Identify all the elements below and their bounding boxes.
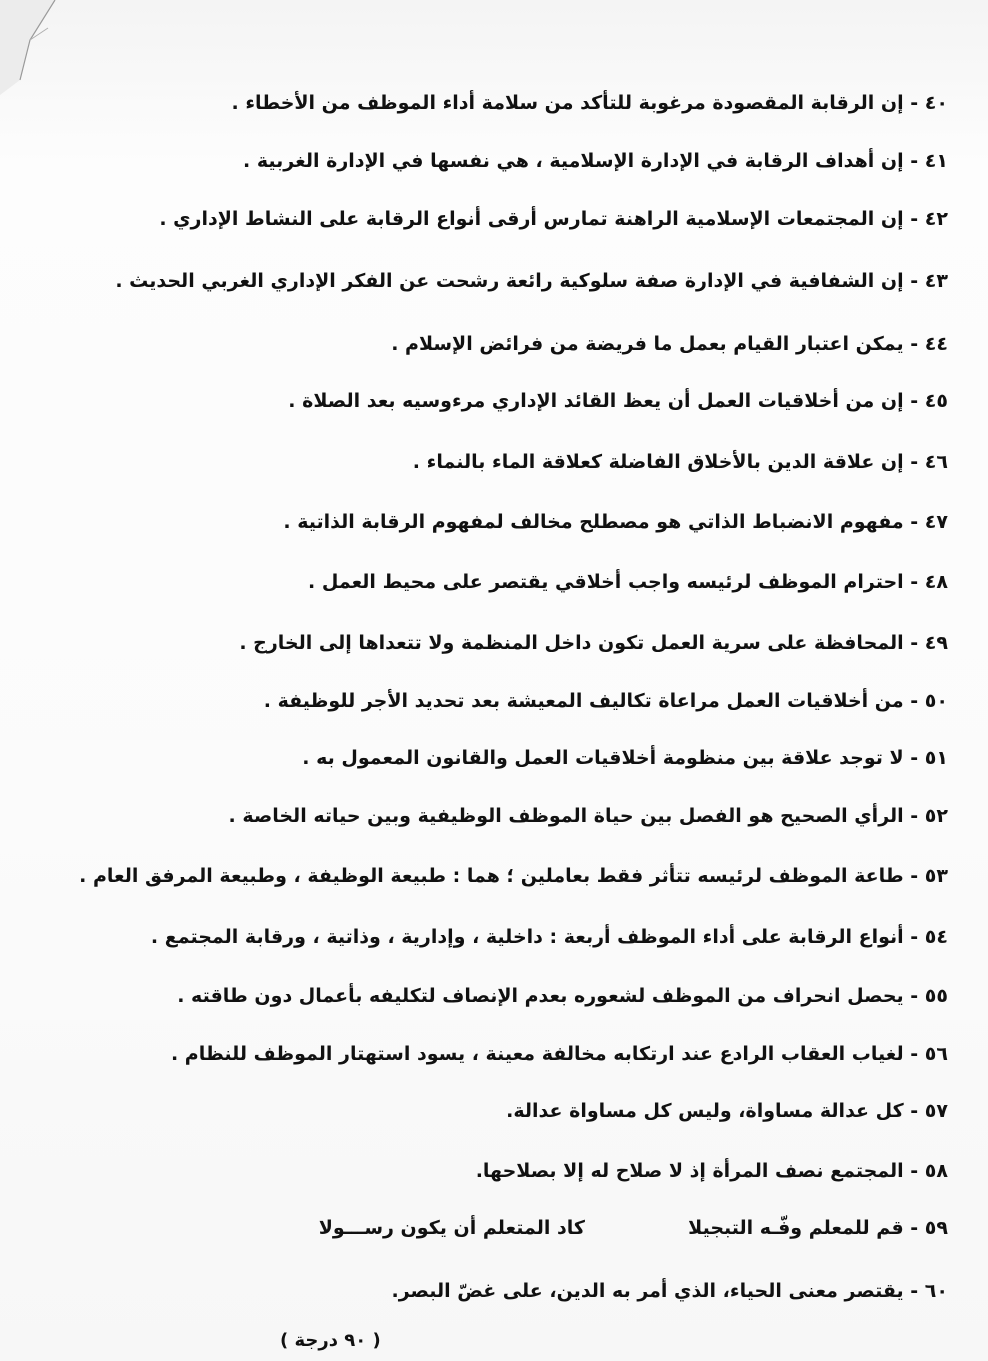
- statement-text-second-hemistich: كاد المتعلم أن يكون رســـولا: [318, 1217, 585, 1239]
- statement-46: [413, 451, 948, 473]
- statement-48: [308, 571, 948, 593]
- statement-56: [171, 1043, 948, 1065]
- statement-number: ٤٧ -: [910, 511, 948, 533]
- statement-text: إن من أخلاقيات العمل أن يعظ القائد الإداري مرءوسيه بعد الصلاة .: [288, 390, 904, 412]
- statement-text: احترام الموظف لرئيسه واجب أخلاقي يقتصر على محيط العمل .: [308, 571, 904, 593]
- statement-text: يمكن اعتبار القيام بعمل ما فريضة من فرائض الإسلام .: [391, 333, 904, 355]
- statement-59: [319, 1217, 948, 1239]
- score-label: ( ٩٠ درجة ): [280, 1330, 381, 1351]
- statement-47: [283, 511, 948, 533]
- statement-57: [506, 1100, 948, 1122]
- statement-number: ٤٥ -: [910, 390, 948, 412]
- statement-number: ٤٠ -: [910, 92, 948, 114]
- statement-text: كل عدالة مساواة، وليس كل مساواة عدالة.: [506, 1100, 904, 1122]
- statement-number: ٤٣ -: [910, 270, 948, 292]
- statement-text: إن علاقة الدين بالأخلاق الفاضلة كعلاقة الماء بالنماء .: [412, 451, 904, 473]
- statement-40: [232, 92, 949, 114]
- statement-number: ٦٠ -: [910, 1280, 948, 1302]
- statement-text: المجتمع نصف المرأة إذ لا صلاح له إلا بصلاحها.: [475, 1160, 904, 1182]
- statement-60: [392, 1280, 949, 1302]
- statement-text: إن الشفافية في الإدارة صفة سلوكية رائعة رشحت عن الفكر الإداري الغربي الحديث .: [115, 270, 904, 292]
- statement-42: [159, 208, 948, 230]
- statement-41: [243, 150, 948, 172]
- statement-55: [177, 985, 948, 1007]
- page-fold-mark: [0, 0, 70, 100]
- statement-text: قم للمعلم وفّـه التبجيلا: [688, 1217, 904, 1239]
- statement-number: ٤١ -: [910, 150, 948, 172]
- statement-44: [391, 333, 948, 355]
- statement-text: من أخلاقيات العمل مراعاة تكاليف المعيشة بعد تحديد الأجر للوظيفة .: [263, 690, 904, 712]
- statement-text: لغياب العقاب الرادع عند ارتكابه مخالفة معينة ، يسود استهتار الموظف للنظام .: [170, 1043, 904, 1065]
- statement-number: ٤٢ -: [910, 208, 948, 230]
- statement-text: أنواع الرقابة على أداء الموظف أربعة : داخلية ، وإدارية ، وذاتية ، ورقابة المجتمع .: [150, 926, 904, 948]
- statement-49: [239, 632, 948, 654]
- statement-number: ٥٣ -: [910, 865, 948, 887]
- statement-text: إن المجتمعات الإسلامية الراهنة تمارس أرقى أنواع الرقابة على النشاط الإداري .: [159, 208, 904, 230]
- statement-number: ٥٧ -: [910, 1100, 948, 1122]
- statement-number: ٤٤ -: [910, 333, 948, 355]
- statement-text: المحافظة على سرية العمل تكون داخل المنظمة ولا تتعداها إلى الخارج .: [239, 632, 904, 654]
- statement-number: ٤٩ -: [910, 632, 948, 654]
- statement-52: [229, 805, 948, 827]
- statement-text: طاعة الموظف لرئيسه تتأثر فقط بعاملين ؛ هما : طبيعة الوظيفة ، وطبيعة المرفق العام .: [79, 865, 904, 887]
- statement-45: [288, 390, 948, 412]
- statement-number: ٥٨ -: [910, 1160, 948, 1182]
- statement-text: إن الرقابة المقصودة مرغوبة للتأكد من سلامة أداء الموظف من الأخطاء .: [231, 92, 904, 114]
- statement-text: يقتصر معنى الحياء، الذي أمر به الدين، على غضّ البصر.: [391, 1280, 904, 1302]
- statement-number: ٥٦ -: [910, 1043, 948, 1065]
- statement-number: ٤٨ -: [910, 571, 948, 593]
- statement-50: [264, 690, 948, 712]
- statement-text: إن أهداف الرقابة في الإدارة الإسلامية ، هي نفسها في الإدارة الغربية .: [243, 150, 904, 172]
- statement-43: [115, 270, 948, 292]
- statement-number: ٥٢ -: [910, 805, 948, 827]
- statement-51: [302, 747, 948, 769]
- bleed-through-text: [320, 190, 325, 208]
- statement-54: [151, 926, 948, 948]
- statement-number: ٥٩ -: [910, 1217, 948, 1239]
- statement-text: مفهوم الانضباط الذاتي هو مصطلح مخالف لمفهوم الرقابة الذاتية .: [283, 511, 904, 533]
- statement-58: [476, 1160, 948, 1182]
- statement-53: [79, 865, 948, 887]
- statement-text: يحصل انحراف من الموظف لشعوره بعدم الإنصاف لتكليفه بأعمال دون طاقته .: [177, 985, 904, 1007]
- statement-number: ٥٤ -: [910, 926, 948, 948]
- statement-text: الرأي الصحيح هو الفصل بين حياة الموظف الوظيفية وبين حياته الخاصة .: [228, 805, 904, 827]
- statement-number: ٥٥ -: [910, 985, 948, 1007]
- statement-text: لا توجد علاقة بين منظومة أخلاقيات العمل والقانون المعمول به .: [302, 747, 904, 769]
- statement-number: ٤٦ -: [910, 451, 948, 473]
- statement-number: ٥٠ -: [910, 690, 948, 712]
- statement-number: ٥١ -: [910, 747, 948, 769]
